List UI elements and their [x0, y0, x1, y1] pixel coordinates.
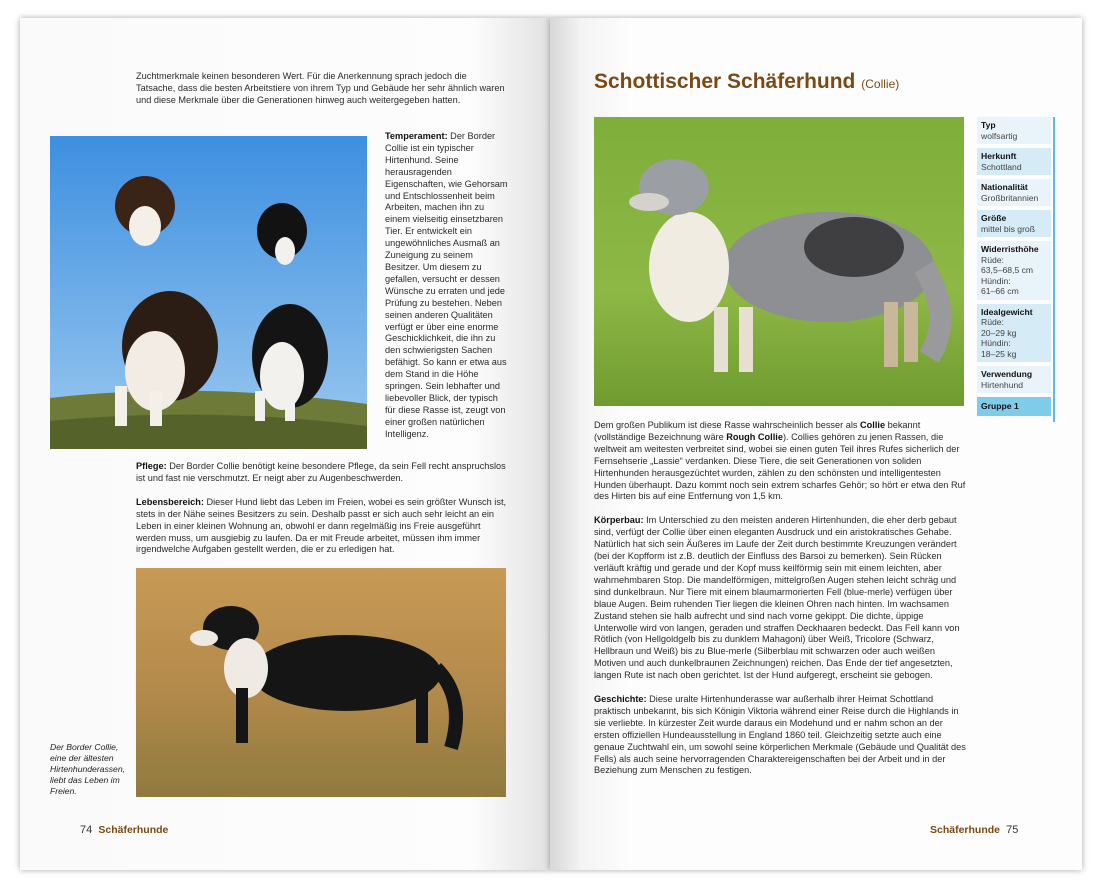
pflege-paragraph — [136, 461, 508, 485]
photo-two-border-collies — [50, 136, 367, 449]
fact-groesse — [977, 210, 1051, 237]
fact-nationalitaet — [977, 179, 1051, 206]
photo-border-collie-field — [136, 568, 506, 797]
title-main: Schottischer Schäferhund — [594, 70, 856, 93]
main-text-right — [594, 420, 966, 789]
lebensbereich-paragraph — [136, 497, 508, 557]
group-badge: Gruppe 1 — [977, 397, 1051, 416]
fact-widerristhoehe — [977, 241, 1051, 300]
fact-herkunft — [977, 148, 1051, 175]
pflege-label: Pflege: — [136, 461, 167, 471]
fact-typ — [977, 117, 1051, 144]
page-number-left: 74 — [80, 824, 93, 836]
fact-value: Hirtenhund — [981, 379, 1024, 390]
fact-sidebar — [977, 117, 1051, 420]
section-name-right: Schäferhunde — [930, 824, 1001, 836]
breed-title — [594, 70, 899, 94]
fact-value: mittel bis groß — [981, 223, 1035, 234]
care-and-habitat — [136, 461, 508, 556]
fact-label: Nationalität — [981, 182, 1028, 192]
photo-caption: Der Border Collie, eine der ältesten Hirtenhunderassen, liebt das Leben im Freien. — [50, 742, 126, 797]
fact-value: Schottland — [981, 161, 1022, 172]
field-photo-row — [50, 568, 508, 797]
intro-text-c: bekannt (vollständige Bezeichnung wäre — [594, 420, 921, 442]
fact-label: Größe — [981, 213, 1007, 223]
fact-label: Idealgewicht — [981, 306, 1033, 317]
koerperbau-text: Im Unterschied zu den meisten anderen Hirtenhunden, die eher derb gebaut sind, verfügt der Collie über einen eleganten Ausdruck und ein aristokratisches Gehabe. Natürlich hat sich sein Äußeres im Laufe der Zeit durch bestimmte Kreuzungen verändert (bei der Kopfform ist z.B. deutlich der Einfluss des Barsoi zu bemerken). Sein Rücken verläuft kräftig und gerade und der Kopf muss keilförmig sein mit einem leichten, aber wahrnehmbaren Stop. Die mandelförmigen, mittelgroßen Augen stehen leicht schräg und sind dunkelbraun. Nur Tiere mit einem blaumarmorierten Fell (blue-merle) verfügen über blaue Augen. Beim ruhenden Tier liegen die kleinen Ohren nach hinten. Im wachsamen Zustand stehen sie halb aufrecht und sind nach vorne gekippt. Die dichte, üppige Unterwolle wird von langen, geraden und straffen Deckhaaren bedeckt. Das Fell kann von Rötlich (von Hellgoldgelb bis zu dunklem Mahagoni) über Weiß, Tricolore (Schwarz, Hellbraun und Weiß) bis zu Blue-merle (Silberblau mit schwarzen oder auch weißen Motiven und auch dunkelbraunen Zeichnungen) reichen. Das Ende der tief angesetzten, langen Rute ist nach oben gerichtet. Ist der Hund aufgeregt, erscheint sie gebogen. — [594, 515, 960, 681]
intro-text-a: Dem großen Publikum ist diese Rasse wahrscheinlich besser als — [594, 420, 861, 430]
footer-left — [80, 824, 168, 836]
geschichte-text: Diese uralte Hirtenhunderasse war außerhalb ihrer Heimat Schottland praktisch unbekannt, bis sich Königin Viktoria während einer Reise durch die Highlands in sie verliebte. In kürzester Zeit wurde daraus ein Modehund und er nahm schon an der ersten offiziellen Hundeausstellung in England 1860 teil. Gleichzeitig setzte auch eine genaue Zuchtwahl ein, um sowohl seine körperlichen Merkmale (Gebäude und Qualität des Fells) als auch seine hervorragenden Charaktereigenschaften bei der Arbeit und in der Beziehung zum Menschen zu festigen. — [594, 694, 966, 776]
fact-label: Verwendung — [981, 369, 1033, 379]
temperament-paragraph — [385, 131, 508, 441]
sidebar-rule — [1053, 117, 1055, 422]
fact-verwendung — [977, 366, 1051, 393]
intro-text-d: ). Collies gehören zu jenen Rassen, die weltweit am weitesten verbreitet sind, wobei sie einen guten Teil ihres Rufes sicherlich der Fernsehserie „Lassie“ verdanken. Diese Tiere, die seit Generationen von soliden Hirtenhunden herausgezüchtet wurden, zählen zu den schönsten und intelligentesten Hunden überhaupt. Dazu kommt noch sein extrem scharfes Gehör; so hört er etwa den Ruf des Hirten bis auf eine Entfernung von 1,5 km. — [594, 431, 966, 502]
pflege-text: Der Border Collie benötigt keine besondere Pflege, da sein Fell recht anspruchslos ist und fast nie verschmutzt. Er neigt aber zu Augenbeschwerden. — [136, 461, 506, 483]
photo-rough-collie — [594, 117, 964, 406]
temperament-text: Der Border Collie ist ein typischer Hirtenhund. Seine herausragenden Eigenschaften, wie Gehorsam und Entschlossenheit beim Arbeiten, machen ihn zu einem vielseitig einsetzbaren Tier. Er entwickelt ein ungewöhnliches Ausmaß an Zuneigung zu seinem Besitzer. Um diesem zu gefallen, versucht er dessen Wünsche zu erraten und jede Prüfung zu bestehen. Neben seinen anderen Qualitäten verfügt er über eine enorme Geschicklichkeit, die ihn zu den schwierigsten Sachen befähigt. So kann er etwa aus dem Stand in die Höhe springen. Sein lebhafter und liebevoller Blick, der typisch für diese Rasse ist, zeugt von einer großen natürlichen Intelligenz. — [385, 131, 508, 439]
intro-bold-rough-collie: Rough Collie — [726, 431, 783, 442]
fact-idealgewicht — [977, 304, 1051, 363]
intro-bold-collie: Collie — [860, 420, 886, 430]
footer-right — [930, 824, 1018, 836]
page-number-right: 75 — [1006, 824, 1019, 836]
fact-value: Rüde: 20–29 kg Hündin: 18–25 kg — [981, 317, 1017, 359]
section-name-left: Schäferhunde — [98, 824, 169, 836]
fact-label: Herkunft — [981, 151, 1017, 161]
lebensbereich-text: Dieser Hund liebt das Leben im Freien, wobei es sein größter Wunsch ist, stets in der Nähe seines Besitzers zu sein. Deshalb passt er sich auch sehr leicht an ein Leben in einer kleinen Wohnung an, obwohl er dann regelmäßig ins Freie ausgeführt werden muss, um ausgiebig zu laufen. Da er mit Freude arbeitet, müssen ihm immer irgendwelche Aufgaben gestellt werden, die er zu erledigen hat. — [136, 496, 507, 555]
koerperbau-label: Körperbau: — [594, 515, 644, 526]
title-subtitle: (Collie) — [861, 77, 900, 91]
koerperbau-paragraph — [594, 515, 966, 682]
geschichte-paragraph — [594, 694, 966, 777]
temperament-row — [50, 131, 508, 449]
fact-value: wolfsartig — [981, 130, 1018, 141]
fact-value: Großbritannien — [981, 192, 1039, 203]
geschichte-label: Geschichte: — [594, 694, 647, 705]
left-column — [50, 131, 508, 797]
intro-paragraph-right — [594, 420, 966, 503]
fact-label: Widerristhöhe — [981, 244, 1039, 254]
intro-paragraph-left: Zuchtmerkmale keinen besonderen Wert. Für die Anerkennung sprach jedoch die Tatsache, dass die besten Arbeitstiere von ihrem Typ und Gebäude her sehr ähnlich waren und diese Merkmale über die Generationen hinweg auch weitergegeben hatten. — [136, 71, 505, 105]
fact-label: Typ — [981, 120, 996, 130]
fact-value: Rüde: 63,5–68,5 cm Hündin: 61–66 cm — [981, 254, 1034, 296]
lebensbereich-label: Lebensbereich: — [136, 496, 204, 507]
temperament-label: Temperament: — [385, 131, 448, 141]
